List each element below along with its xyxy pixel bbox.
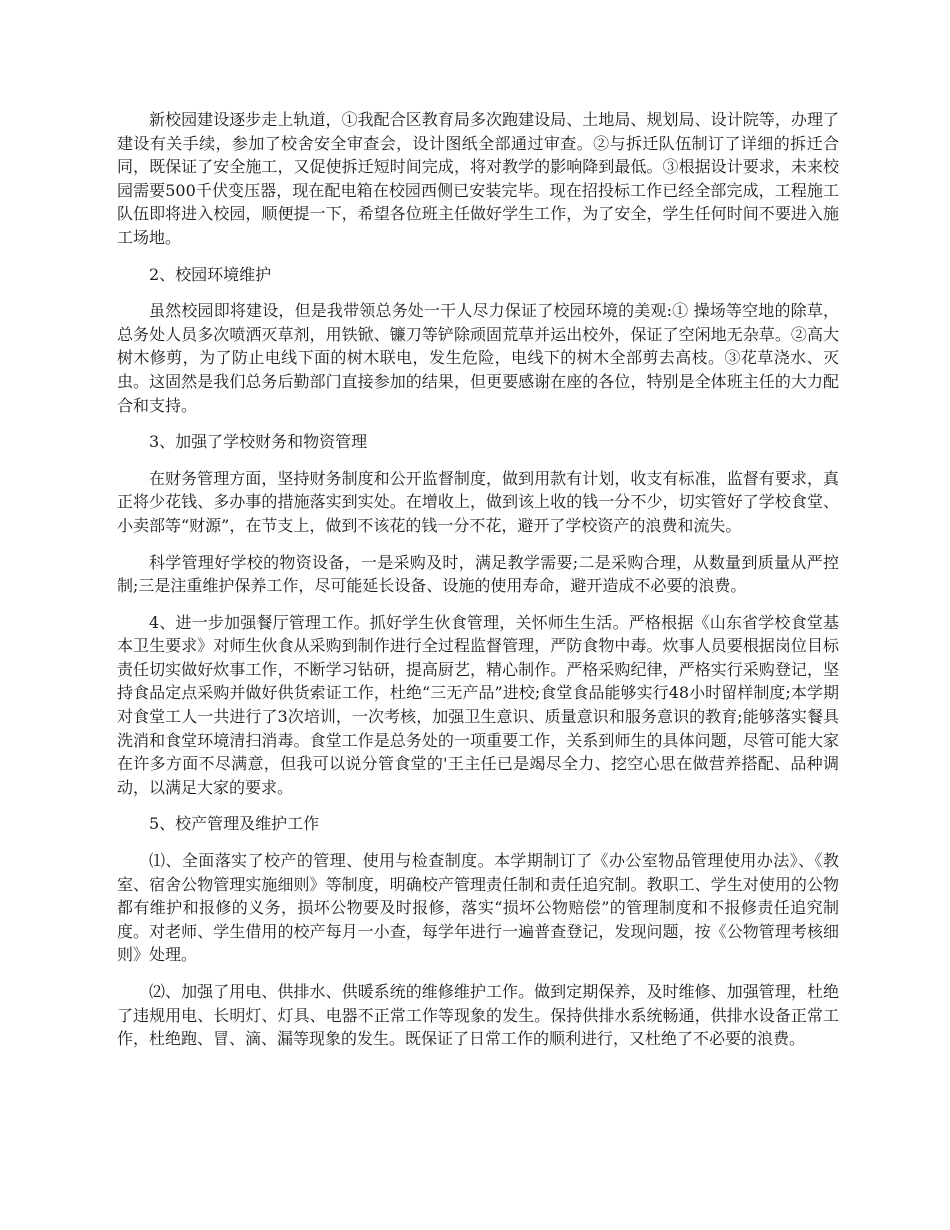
paragraph-asset-rules: ⑴、全面落实了校产的管理、使用与检查制度。本学期制订了《办公室物品管理使用办法》、《教室、宿舍公物管理实施细则》等制度，明确校产管理责任制和责任追究制。教职工、学生对使用的公物都有维护和报修的义务，损坏公物要及时报修，落实“损坏公物赔偿”的管理制度和不报修责任追究制度。对老师、学生借用的校产每月一小查，每学年进行一遍普查登记，发现问题，按《公物管理考核细则》处理。 [117, 851, 839, 965]
section-heading-campus-environment: 2、校园环境维护 [149, 264, 272, 284]
paragraph-materials-management: 科学管理好学校的物资设备，一是采购及时，满足教学需要;二是采购合理，从数量到质量从严控制;三是注重维护保养工作，尽可能延长设备、设施的使用寿命，避开造成不必要的浪费。 [117, 552, 839, 596]
paragraph-finance-management: 在财务管理方面，坚持财务制度和公开监督制度，做到用款有计划，收支有标准，监督有要求，真正将少花钱、多办事的措施落实到实处。在增收上，做到该上收的钱一分不少，切实管好了学校食堂、小卖部等“财源”，在节支上，做到不该花的钱一分不花，避开了学校资产的浪费和流失。 [117, 468, 839, 535]
paragraph-campus-construction: 新校园建设逐步走上轨道，①我配合区教育局多次跑建设局、土地局、规划局、设计院等，办理了建设有关手续，参加了校舍安全审查会，设计图纸全部通过审查。②与拆迁队伍制订了详细的拆迁合同，既保证了安全施工，又促使拆迁短时间完成，将对教学的影响降到最低。③根据设计要求，未来校园需要500千伏变压器，现在配电箱在校园西侧已安装完毕。现在招投标工作已经全部完成，工程施工队伍即将进入校园，顺便提一下，希望各位班主任做好学生工作，为了安全，学生任何时间不要进入施工场地。 [117, 110, 839, 247]
section-heading-finance-materials: 3、加强了学校财务和物资管理 [149, 432, 368, 452]
paragraph-utilities-maintenance: ⑵、加强了用电、供排水、供暖系统的维修维护工作。做到定期保养，及时维修、加强管理，杜绝了违规用电、长明灯、灯具、电器不正常工作等现象的发生。保持供排水系统畅通，供排水设备正常工作，杜绝跑、冒、滴、漏等现象的发生。既保证了日常工作的顺利进行，又杜绝了不必要的浪费。 [117, 982, 839, 1049]
section-heading-asset-management: 5、校产管理及维护工作 [149, 814, 320, 834]
paragraph-environment-maintenance: 虽然校园即将建设，但是我带领总务处一干人尽力保证了校园环境的美观:① 操场等空地的除草，总务处人员多次喷洒灭草剂，用铁锨、镰刀等铲除顽固荒草并运出校外，保证了空闲地无杂草。②高大树木修剪，为了防止电线下面的树木联电，发生危险，电线下的树木全部剪去高枝。③花草浇水、灭虫。这固然是我们总务后勤部门直接参加的结果，但更要感谢在座的各位，特别是全体班主任的大力配合和支持。 [117, 301, 839, 415]
document-body [117, 108, 839, 1064]
paragraph-canteen-management: 4、进一步加强餐厅管理工作。抓好学生伙食管理，关怀师生生活。严格根据《山东省学校食堂基本卫生要求》对师生伙食从采购到制作进行全过程监督管理，严防食物中毒。炊事人员要根据岗位目标责任切实做好炊事工作，不断学习钻研，提高厨艺，精心制作。严格采购纪律，严格实行采购登记，坚持食品定点采购并做好供货索证工作，杜绝“三无产品”进校;食堂食品能够实行48小时留样制度;本学期对食堂工人一共进行了3次培训，一次考核，加强卫生意识、质量意识和服务意识的教育;能够落实餐具洗消和食堂环境清扫消毒。食堂工作是总务处的一项重要工作，关系到师生的具体问题，尽管可能大家在许多方面不尽满意，但我可以说分管食堂的'王主任已是竭尽全力、挖空心思在做营养搭配、品种调动，以满足大家的要求。 [117, 612, 839, 797]
